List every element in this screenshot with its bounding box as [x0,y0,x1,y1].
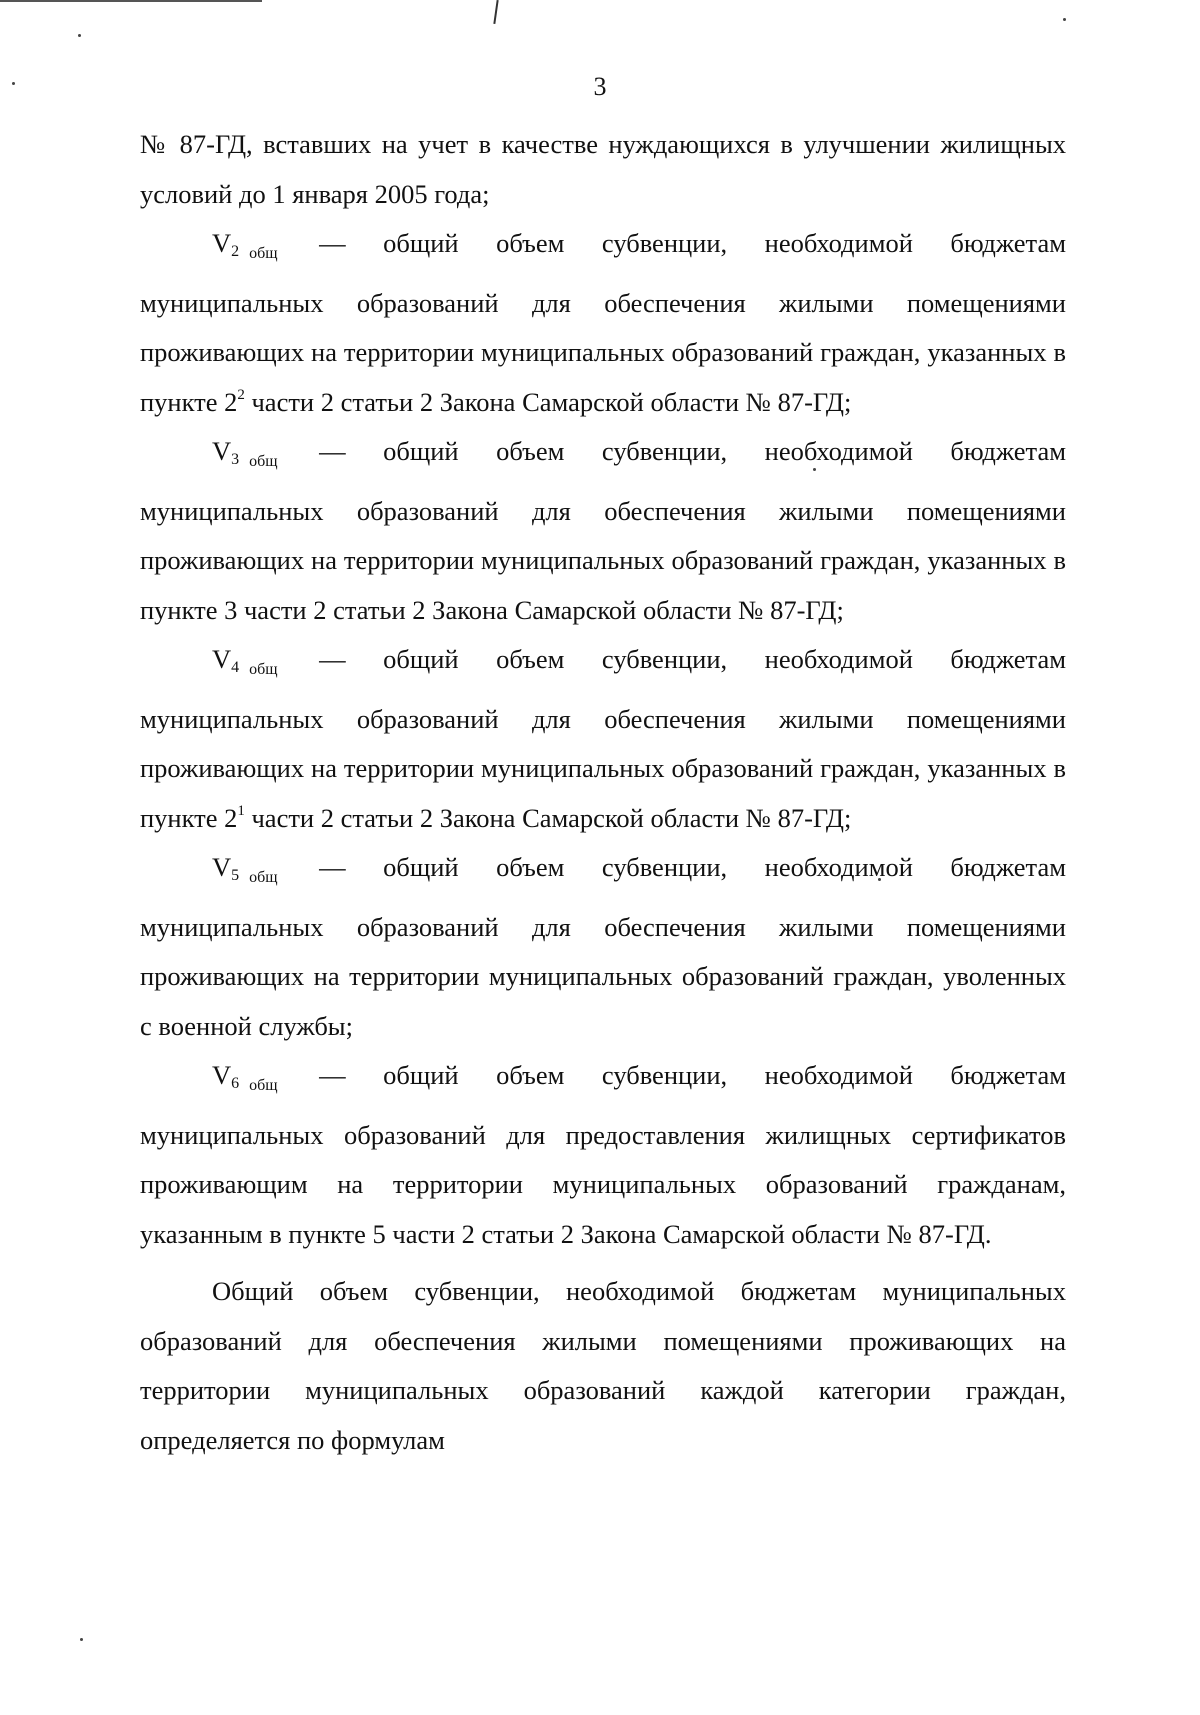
scan-speck [1063,18,1066,21]
variable-symbol: V5 $_{общ}$ [212,852,278,886]
closing-paragraph: Общий объем субвенции, необходимой бюджетам муниципальных образований для обеспечения жилыми помещениями проживающих на территории муниципальных образований каждой категории граждан, определяется по формулам [140,1276,1066,1455]
definition-text: — общий объем субвенции, необходимой бюджетам муниципальных образований для предоставления жилищных сертификатов проживающим на территории муниципальных образований гражданам, указанным в пункте 5 части 2 статьи 2 Закона Самарской области № 87-ГД. [140,1060,1066,1249]
definition-v4 [140,635,1066,843]
scan-speck [80,1638,83,1641]
scan-speck [78,34,81,37]
scan-edge-line [0,0,262,2]
definition-text: — общий объем субвенции, необходимой бюджетам муниципальных образований для обеспечения жилыми помещениями проживающих на территории муниципальных образований граждан, указанных в пункте 3 части 2 статьи 2 Закона Самарской области № 87-ГД; [140,436,1066,625]
definition-v2 [140,219,1066,427]
definition-text: — общий объем субвенции, необходимой бюджетам муниципальных образований для обеспечения жилыми помещениями проживающих на территории муниципальных образований граждан, указанных в пункте 2 [140,644,1066,833]
definition-v3 [140,427,1066,635]
variable-symbol: V6 $_{общ}$ [212,1060,278,1094]
definition-text: — общий объем субвенции, необходимой бюджетам муниципальных образований для обеспечения жилыми помещениями проживающих на территории муниципальных образований граждан, указанных в пункте 2 [140,228,1066,417]
point-superscript: 1 [237,802,245,819]
definition-v6 [140,1051,1066,1259]
document-body [140,120,1066,1465]
definition-text: — общий объем субвенции, необходимой бюджетам муниципальных образований для обеспечения жилыми помещениями проживающих на территории муниципальных образований граждан, уволенных с военной службы; [140,852,1066,1041]
scan-pen-mark [493,0,498,24]
point-superscript: 2 [237,386,245,403]
variable-symbol: V3 $_{общ}$ [212,436,278,470]
definition-text-tail: части 2 статьи 2 Закона Самарской области № 87-ГД; [244,802,852,833]
variable-symbol: V2 $_{общ}$ [212,228,278,262]
page-number: 3 [593,72,607,101]
definition-text-tail: части 2 статьи 2 Закона Самарской области № 87-ГД; [244,386,852,417]
intro-paragraph: № 87-ГД, вставших на учет в качестве нуждающихся в улучшении жилищных условий до 1 января 2005 года; [140,129,1066,209]
definition-v5 [140,843,1066,1051]
variable-symbol: V4 $_{общ}$ [212,644,278,678]
